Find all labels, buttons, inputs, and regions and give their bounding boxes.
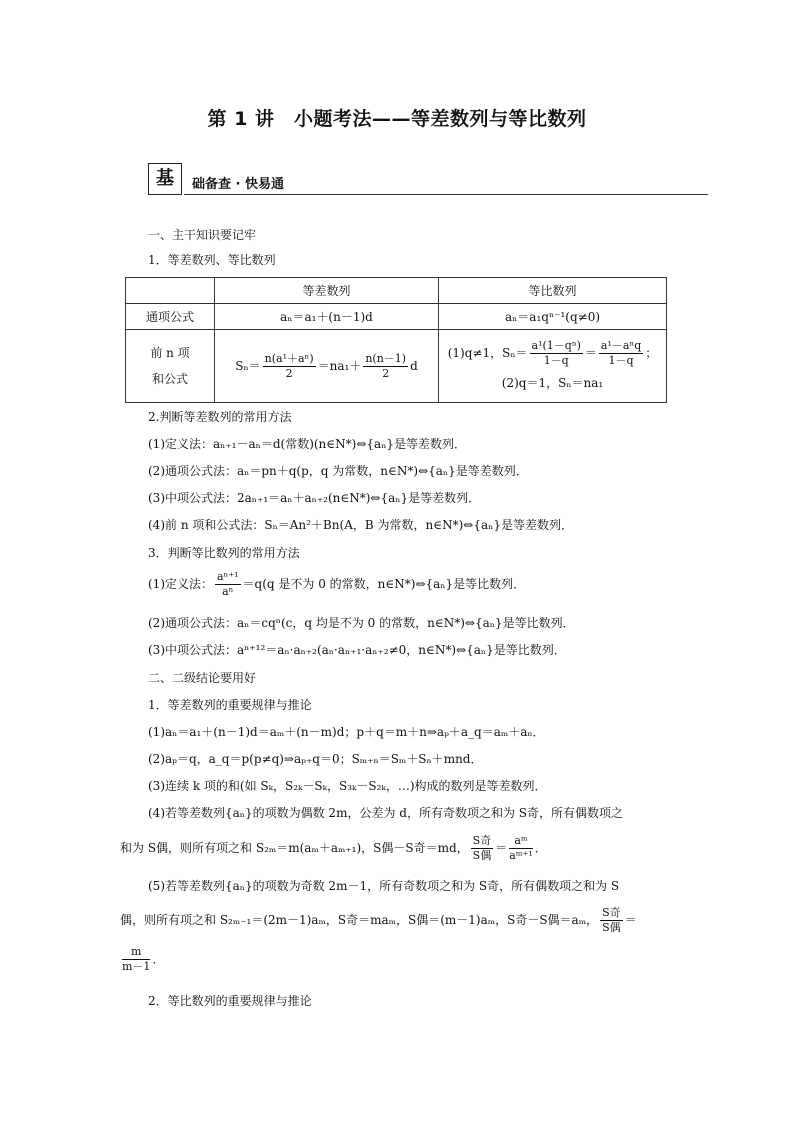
- heading-ap-rules: 1．等差数列的重要规律与推论: [148, 698, 312, 712]
- gp-method-2: (2)通项公式法：aₙ＝cqⁿ(c，q 均是不为 0 的常数，n∈N*)⇔{aₙ}是等比数列．: [148, 616, 575, 630]
- ap-sum-frac1-den: 2: [285, 366, 293, 380]
- ap-sum-end: d: [410, 358, 418, 373]
- ap-rule-4-lhs: 和为 S偶，则所有项之和 S₂ₘ＝m(aₘ＋aₘ₊₁)，S偶－S奇＝md，: [120, 841, 469, 855]
- ap-method-4: (4)前 n 项和公式法：Sₙ＝An²＋Bn(A，B 为常数，n∈N*)⇔{aₙ}是等差数列．: [148, 518, 573, 532]
- ap-rule-3: (3)连续 k 项的和(如 Sₖ，S₂ₖ－Sₖ，S₃ₖ－S₂ₖ，…)构成的数列是等差数列．: [148, 779, 547, 793]
- gp-method-1-num: aⁿ⁺¹: [217, 570, 239, 583]
- gp-sum-frac2-den: 1－q: [608, 354, 634, 367]
- table-corner: [126, 278, 215, 304]
- ap-sum-frac2: [363, 352, 408, 381]
- gp-method-1-den: aⁿ: [222, 585, 234, 598]
- ap-rule-5-line2: [120, 906, 637, 935]
- ap-sum-frac2-num: n(n－1): [365, 351, 407, 365]
- ap-rule-4-frac2-den: aᵐ⁺¹: [509, 849, 533, 862]
- gp-sum-frac1-den: 1－q: [543, 354, 569, 367]
- section-badge: 基: [148, 163, 182, 195]
- ap-method-1: (1)定义法：aₙ₊₁－aₙ＝d(常数)(n∈N*)⇔{aₙ}是等差数列．: [148, 437, 467, 451]
- heading-main-knowledge: 一、主干知识要记牢: [148, 228, 257, 242]
- ap-rule-5-frac1: [600, 906, 623, 935]
- ap-rule-5-frac2-num: m: [122, 945, 150, 960]
- ap-rule-4-frac2-num: aᵐ: [509, 834, 533, 849]
- ap-sum-frac1-num: n(a¹＋aⁿ): [264, 351, 314, 365]
- ap-sum-frac2-den: 2: [382, 366, 390, 380]
- ap-rule-5-frac1-num: S奇: [602, 906, 621, 919]
- gp-sum-a-end: ；: [645, 346, 658, 360]
- formula-table: [125, 277, 667, 403]
- section-header: [148, 163, 708, 197]
- heading-gp-methods: 3．判断等比数列的常用方法: [148, 546, 300, 560]
- gp-sum-b: (2)q＝1，Sₙ＝na₁: [501, 376, 604, 390]
- ap-rule-5-lhs: 偶，则所有项之和 S₂ₘ₋₁＝(2m－1)aₘ，S奇＝maₘ，S偶＝(m－1)aₘ，S奇－S偶＝aₘ，: [120, 913, 599, 927]
- ap-rule-4-frac1-den: S偶: [472, 849, 492, 862]
- page-title: 第 1 讲 小题考法——等差数列与等比数列: [207, 108, 587, 130]
- ap-rule-2: (2)aₚ＝q，a_q＝p(p≠q)⇒aₚ₊q＝0；Sₘ₊ₙ＝Sₘ＋Sₙ＋mnd．: [148, 752, 483, 766]
- table-ap-sum: [215, 330, 439, 403]
- ap-method-3: (3)中项公式法：2aₙ₊₁＝aₙ＋aₙ₊₂(n∈N*)⇔{aₙ}是等差数列．: [148, 491, 481, 505]
- heading-ap-gp: 1．等差数列、等比数列: [148, 253, 276, 267]
- gp-sum-frac1-num: a¹(1－qⁿ): [531, 339, 581, 352]
- gp-method-3: (3)中项公式法：aⁿ⁺¹²＝aₙ·aₙ₊₂(aₙ·aₙ₊₁·aₙ₊₂≠0，n∈N*)⇔{aₙ}是等比数列．: [148, 643, 566, 657]
- table-gp-sum: [439, 330, 667, 403]
- gp-method-1-frac: [215, 570, 241, 599]
- table-header-ap: 等差数列: [215, 278, 439, 304]
- ap-sum-frac1: [263, 352, 316, 381]
- ap-rule-5-line1: (5)若等差数列{aₙ}的项数为奇数 2m－1，所有奇数项之和为 S奇，所有偶数项之和为 S: [148, 879, 620, 893]
- table-label-general-term: 通项公式: [126, 304, 215, 330]
- table-label-sum-a: 前 n 项: [150, 346, 190, 360]
- heading-ap-methods: 2.判断等差数列的常用方法: [148, 410, 292, 424]
- heading-conclusions: 二、二级结论要用好: [148, 671, 257, 685]
- ap-rule-5-line3: [120, 945, 164, 974]
- ap-rule-4-frac1: [471, 834, 494, 863]
- gp-sum-eq: ＝: [584, 346, 597, 360]
- ap-rule-5-end: ．: [152, 952, 165, 966]
- ap-rule-5-frac2-den: m－1: [122, 960, 151, 973]
- gp-sum-frac2: [599, 339, 643, 368]
- ap-rule-4-line1: (4)若等差数列{aₙ}的项数为偶数 2m，公差为 d，所有奇数项之和为 S奇，所有偶数项之: [148, 806, 623, 820]
- ap-method-2: (2)通项公式法：aₙ＝pn＋q(p，q 为常数，n∈N*)⇔{aₙ}是等差数列．: [148, 464, 528, 478]
- table-ap-general-term: aₙ＝a₁＋(n－1)d: [215, 304, 439, 330]
- ap-rule-5-frac1-den: S偶: [602, 921, 621, 934]
- gp-method-1-lhs: (1)定义法：: [148, 577, 213, 591]
- ap-rule-4-end: ．: [534, 841, 547, 855]
- ap-sum-mid: ＝na₁＋: [317, 358, 362, 373]
- gp-sum-frac2-num: a¹－aⁿq: [600, 339, 642, 352]
- gp-sum-frac1: [530, 339, 583, 368]
- table-label-sum: [126, 330, 215, 403]
- ap-rule-4-frac1-num: S奇: [472, 834, 492, 847]
- ap-sum-lhs: Sₙ＝: [235, 358, 261, 373]
- section-divider: [184, 194, 708, 195]
- ap-rule-5-eq: ＝: [624, 913, 637, 927]
- section-heading: 础备查 · 快易通: [192, 177, 284, 192]
- table-header-gp: 等比数列: [439, 278, 667, 304]
- gp-method-1-rhs: ＝q(q 是不为 0 的常数，n∈N*)⇔{aₙ}是等比数列．: [242, 577, 526, 591]
- ap-rule-4-frac2: [509, 834, 533, 863]
- ap-rule-5-frac2: [122, 945, 150, 974]
- ap-rule-4-line2: [120, 834, 547, 863]
- ap-rule-1: (1)aₙ＝a₁＋(n－1)d＝aₘ＋(n－m)d；p＋q＝m＋n⇒aₚ＋a_q＝aₘ＋aₙ．: [148, 725, 545, 739]
- gp-sum-a-lhs: (1)q≠1，Sₙ＝: [447, 346, 528, 360]
- table-gp-general-term: aₙ＝a₁qⁿ⁻¹(q≠0): [439, 304, 667, 330]
- ap-rule-4-eq: ＝: [495, 841, 508, 855]
- table-label-sum-b: 和公式: [151, 372, 188, 386]
- heading-gp-rules: 2．等比数列的重要规律与推论: [148, 994, 312, 1008]
- gp-method-1: [148, 570, 525, 599]
